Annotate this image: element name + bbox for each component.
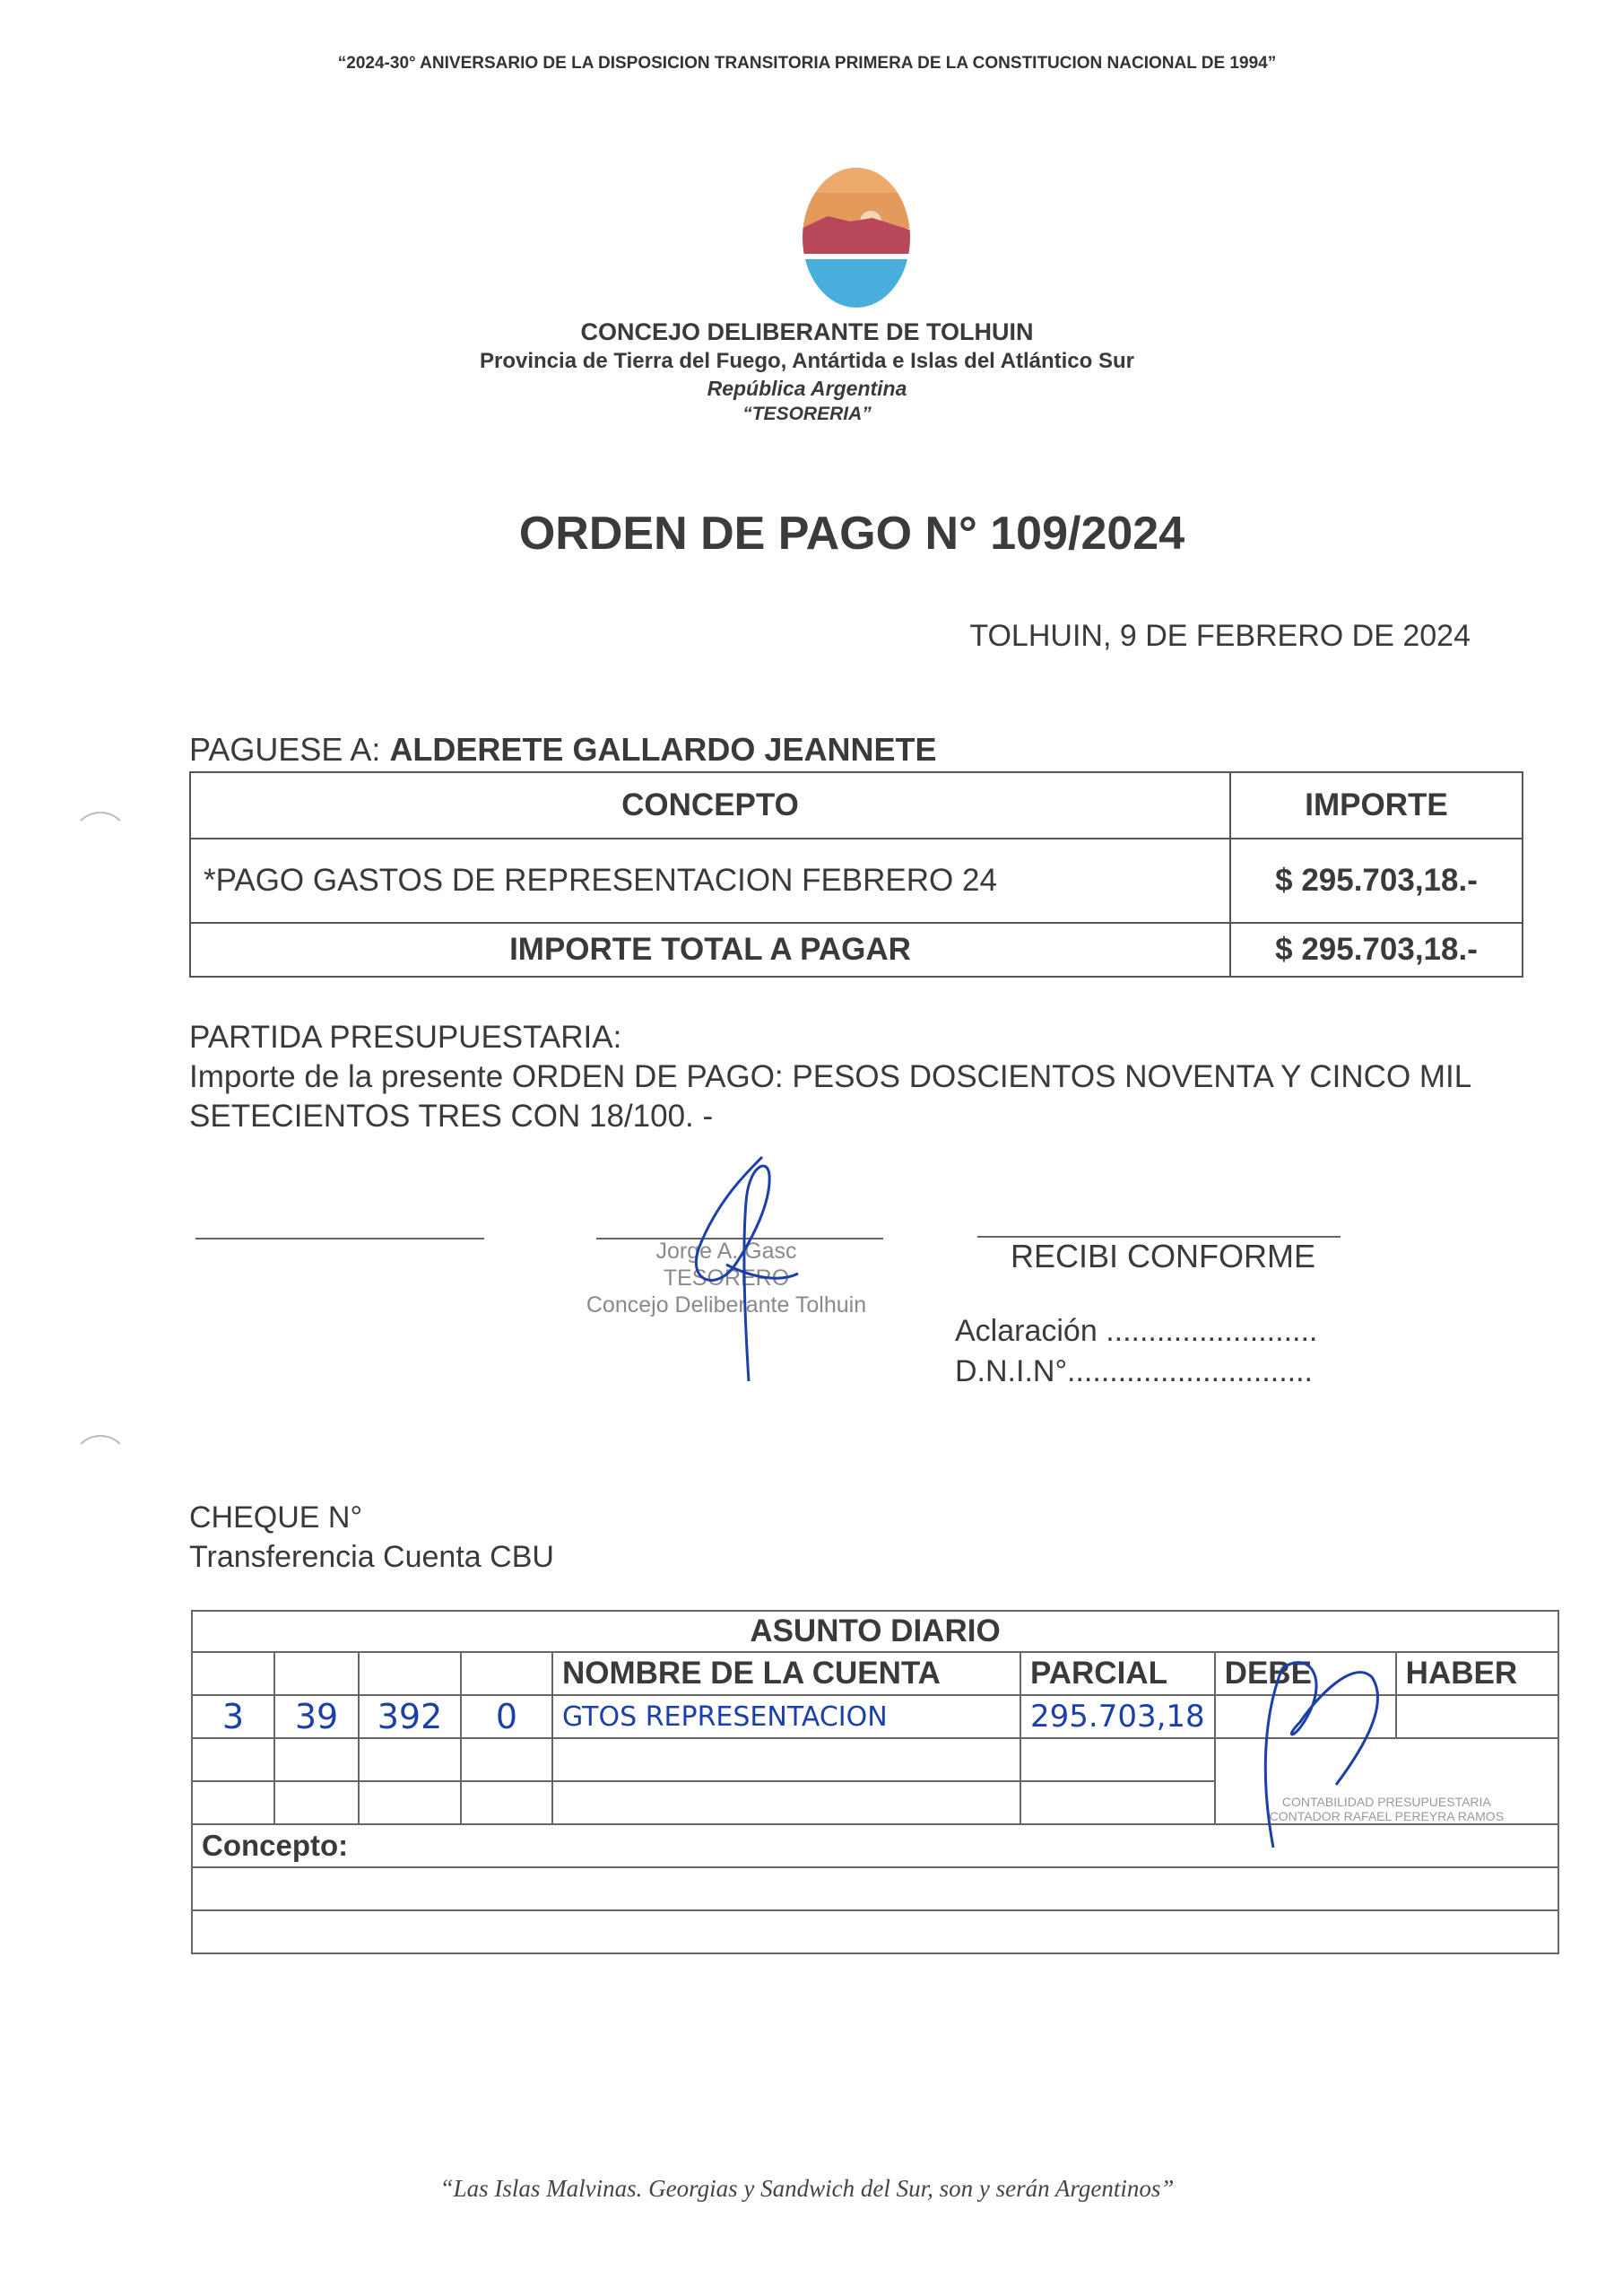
punch-hole-bottom — [72, 1435, 129, 1492]
org-country: República Argentina — [707, 377, 907, 400]
concept-table — [189, 771, 1523, 978]
total-label: IMPORTE TOTAL A PAGAR — [190, 923, 1230, 977]
payee-line — [189, 731, 936, 769]
stamp-line-1: CONTABILIDAD PRESUPUESTARIA — [1281, 1795, 1491, 1809]
debit-header: DEBE — [1215, 1652, 1396, 1695]
handwritten-partial: 295.703,18 — [1020, 1695, 1215, 1738]
org-province: Provincia de Tierra del Fuego, Antártida e Islas del Atlántico Sur — [480, 349, 1134, 373]
place-date: TOLHUIN, 9 DE FEBRERO DE 2024 — [969, 619, 1471, 653]
footer-motto: “Las Islas Malvinas. Georgias y Sandwich del Sur, son y serán Argentinos” — [439, 2175, 1175, 2202]
document-title: ORDEN DE PAGO N° 109/2024 — [518, 508, 1185, 560]
partial-header: PARCIAL — [1020, 1652, 1215, 1695]
code-col-1 — [192, 1652, 274, 1695]
clarification-field: Aclaración ......................... — [955, 1314, 1318, 1348]
amount-cell: $ 295.703,18.- — [1230, 839, 1523, 923]
transfer-method: Transferencia Cuenta CBU — [189, 1540, 554, 1574]
payment-method — [189, 1498, 554, 1577]
handwritten-code-4: 0 — [461, 1695, 552, 1738]
org-office: “TESORERIA” — [742, 404, 872, 424]
organization-header — [0, 318, 1614, 425]
handwritten-code-3: 392 — [359, 1695, 461, 1738]
treasurer-signature — [664, 1148, 807, 1390]
total-amount: $ 295.703,18.- — [1230, 923, 1523, 977]
concept-cell: *PAGO GASTOS DE REPRESENTACION FEBRERO 24 — [190, 839, 1230, 923]
credit-header: HABER — [1396, 1652, 1558, 1695]
handwritten-code-2: 39 — [274, 1695, 359, 1738]
journal-caption: ASUNTO DIARIO — [192, 1611, 1558, 1652]
code-col-2 — [274, 1652, 359, 1695]
treasurer-role: TESORERO — [663, 1265, 790, 1291]
payee-name: ALDERETE GALLARDO JEANNETE — [389, 731, 937, 768]
partida-label: PARTIDA PRESUPUESTARIA: — [189, 1020, 622, 1055]
accountant-signature — [1246, 1641, 1399, 1857]
dni-field: D.N.I.N°............................. — [955, 1354, 1313, 1388]
received-label: RECIBI CONFORME — [1011, 1238, 1316, 1274]
credit-cell — [1396, 1695, 1558, 1738]
handwritten-code-1: 3 — [192, 1695, 274, 1738]
council-logo — [801, 166, 912, 309]
signature-line-left — [195, 1238, 484, 1239]
stamp-line-2: CONTADOR RAFAEL PEREYRA RAMOS — [1269, 1809, 1505, 1823]
code-col-3 — [359, 1652, 461, 1695]
handwritten-account: GTOS REPRESENTACION — [552, 1695, 1020, 1738]
payee-label: PAGUESE A: — [189, 731, 381, 768]
concepto-label: Concepto: — [192, 1824, 1558, 1867]
amount-header: IMPORTE — [1230, 772, 1523, 839]
concept-header: CONCEPTO — [190, 772, 1230, 839]
account-name-header: NOMBRE DE LA CUENTA — [552, 1652, 1020, 1695]
treasurer-entity: Concejo Deliberante Tolhuin — [586, 1292, 867, 1318]
budget-section — [189, 1018, 1534, 1136]
cheque-number: CHEQUE N° — [189, 1500, 363, 1535]
code-col-4 — [461, 1652, 552, 1695]
org-name: CONCEJO DELIBERANTE DE TOLHUIN — [580, 318, 1034, 345]
amount-in-words: Importe de la presente ORDEN DE PAGO: PESOS DOSCIENTOS NOVENTA Y CINCO MIL SETECIENTOS TRES CON 18/100. - — [189, 1059, 1471, 1134]
punch-hole-top — [72, 812, 129, 869]
commemorative-banner: “2024-30° ANIVERSARIO DE LA DISPOSICION TRANSITORIA PRIMERA DE LA CONSTITUCION NACIONAL DE 1994” — [337, 54, 1277, 73]
treasurer-name: Jorge A. Gasc — [655, 1239, 797, 1264]
